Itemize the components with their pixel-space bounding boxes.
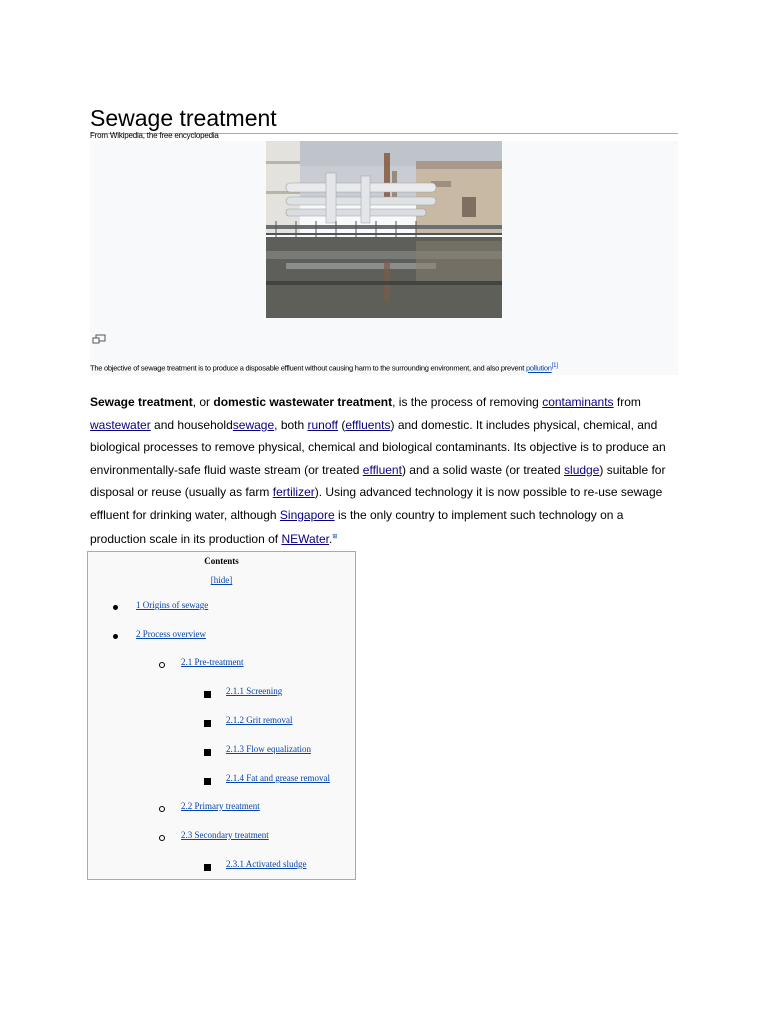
link-pollution[interactable]: pollution <box>525 363 552 373</box>
toc-item <box>226 686 282 696</box>
toc-item <box>226 715 293 725</box>
lead-text: , both <box>274 417 308 432</box>
toc-hide-link[interactable]: [hide] <box>210 575 233 585</box>
toc-link[interactable]: 2.1 Pre-treatment <box>181 657 244 667</box>
toc-bullet <box>204 864 211 871</box>
link-contaminants[interactable]: contaminants <box>542 395 614 409</box>
lead-text: . <box>329 532 333 546</box>
toc-hide-toggle <box>88 575 355 585</box>
toc-item <box>181 657 243 667</box>
toc-bullet <box>159 835 165 841</box>
external-link-icon[interactable]: ⊞ <box>332 534 338 540</box>
toc-bullet <box>113 605 118 610</box>
toc-bullet <box>204 691 211 698</box>
lead-text: from <box>613 395 641 409</box>
toc-link[interactable]: 2 Process overview <box>136 629 206 639</box>
link-fertilizer[interactable]: fertilizer <box>272 485 315 499</box>
lead-text: , or <box>192 395 214 409</box>
toc-bullet <box>159 806 165 812</box>
link-newater[interactable]: NEWater <box>281 532 330 546</box>
citation-ref[interactable]: [1] <box>551 363 558 369</box>
toc-item <box>136 629 206 639</box>
lead-text: ) and domestic. It includes physical, chemical, and biological processes to remove physical, chemical and biological contaminants. Its objective is to produce an environmentally-safe fluid waste stream (or treated <box>90 417 666 477</box>
toc-link[interactable]: 2.1.3 Flow equalization <box>226 744 311 754</box>
toc-item <box>226 773 330 783</box>
figure-thumbnail <box>90 141 678 375</box>
lead-text: ) suitable for disposal or reuse (usually as farm <box>90 462 666 499</box>
toc-link[interactable]: 2.3 Secondary treatment <box>181 830 269 840</box>
enlarge-icon[interactable] <box>92 331 106 341</box>
lead-text: is the only country to implement such technology on a production scale in its production of <box>90 507 624 546</box>
toc-link[interactable]: 2.1.1 Screening <box>226 686 283 696</box>
link-wastewater[interactable]: wastewater <box>90 417 151 432</box>
treatment-plant-image[interactable] <box>266 141 502 318</box>
lead-text: , is the process of removing <box>392 395 543 409</box>
page-title: Sewage treatment <box>90 103 678 134</box>
toc-item <box>136 600 208 610</box>
toc-bullet <box>204 778 211 785</box>
term-sewage-treatment: Sewage treatment <box>90 395 193 409</box>
link-sewage[interactable]: sewage <box>232 417 275 432</box>
site-subtitle: From Wikipedia, the free encyclopedia <box>90 131 219 140</box>
term-domestic-wastewater-treatment: domestic wastewater treatment <box>213 395 393 409</box>
lead-text: ( <box>337 417 346 432</box>
lead-text: and household <box>150 417 233 432</box>
toc-title: Contents <box>204 556 239 566</box>
toc-item <box>181 830 269 840</box>
link-effluents[interactable]: effluents <box>345 417 391 432</box>
toc-link[interactable]: 1 Origins of sewage <box>136 600 209 610</box>
lead-paragraph <box>90 391 680 551</box>
link-sludge[interactable]: sludge <box>564 462 600 477</box>
link-effluent[interactable]: effluent <box>362 462 402 477</box>
caption-text: The objective of sewage treatment is to produce a disposable effluent without causing harm to the surrounding environment, and also prevent <box>90 363 526 373</box>
toc-link[interactable]: 2.1.4 Fat and grease removal <box>226 773 330 783</box>
figure-caption <box>90 363 558 373</box>
toc-bullet <box>159 662 165 668</box>
toc-bullet <box>204 720 211 727</box>
toc-link[interactable]: 2.3.1 Activated sludge <box>226 859 307 869</box>
toc-item <box>226 744 311 754</box>
toc-item <box>226 859 307 869</box>
table-of-contents <box>87 551 356 880</box>
toc-bullet <box>204 749 211 756</box>
lead-text: ). Using advanced technology it is now possible to re-use sewage effluent for drinking water, although <box>90 485 663 522</box>
lead-text: ) and a solid waste (or treated <box>401 462 565 477</box>
toc-bullet <box>113 634 118 639</box>
toc-link[interactable]: 2.2 Primary treatment <box>181 801 260 811</box>
link-singapore[interactable]: Singapore <box>279 507 335 522</box>
link-runoff[interactable]: runoff <box>307 417 338 432</box>
toc-link[interactable]: 2.1.2 Grit removal <box>226 715 293 725</box>
toc-item <box>181 801 260 811</box>
